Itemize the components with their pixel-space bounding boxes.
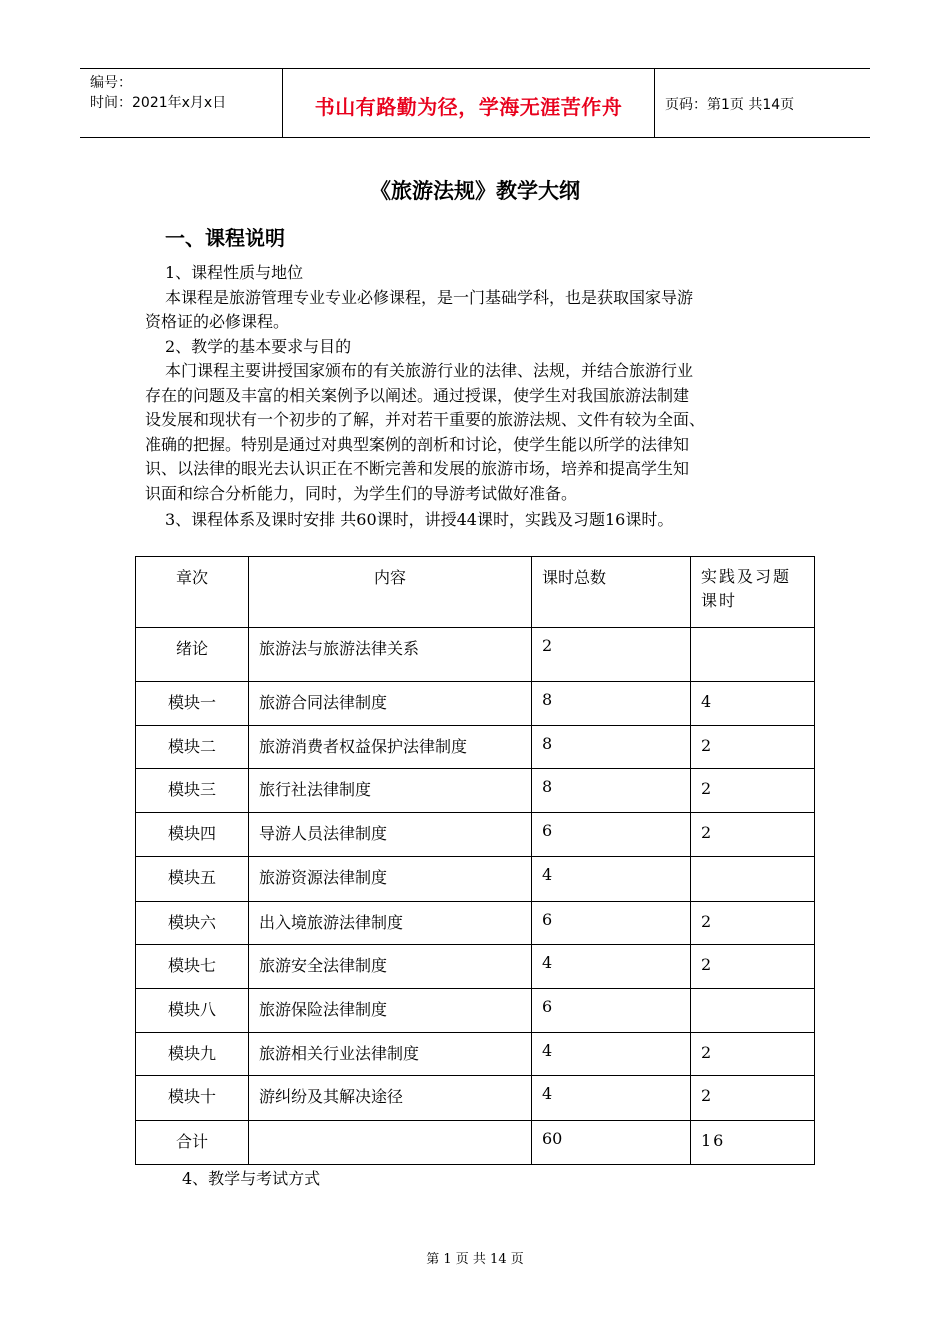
cell-content: 出入境旅游法律制度 [249,902,532,945]
number-label: 编号： [90,75,132,91]
header-cell: 章次 [136,557,249,628]
cell-content [249,1121,532,1165]
cell-content: 导游人员法律制度 [249,813,532,857]
cell-hours: 2 [532,628,691,682]
header-motto: 书山有路勤为径，学海无涯苦作舟 [314,95,623,119]
table-row [136,902,815,945]
cell-chapter: 合计 [136,1121,249,1165]
table-row [136,726,815,769]
header-cell: 实践及习题课时 [691,557,815,628]
section-heading: 一、课程说明 [165,226,285,250]
cell-chapter: 模块八 [136,989,249,1033]
cell-content: 旅游法与旅游法律关系 [249,628,532,682]
table-total-row [136,1121,815,1165]
cell-hours: 6 [532,989,691,1033]
cell-content: 旅行社法律制度 [249,769,532,813]
header-meta [90,73,226,113]
paragraph-line: 本门课程主要讲授国家颁布的有关旅游行业的法律、法规，并结合旅游行业 [165,361,694,380]
cell-hours: 4 [532,945,691,989]
document-title: 《旅游法规》教学大纲 [370,178,580,203]
paragraph-line: 识、以法律的眼光去认识正在不断完善和发展的旅游市场，培养和提高学生知 [145,459,690,478]
header-divider [654,69,655,137]
table-row [136,1033,815,1076]
cell-chapter: 模块六 [136,902,249,945]
cell-content: 旅游消费者权益保护法律制度 [249,726,532,769]
table-row [136,682,815,726]
cell-hours: 8 [532,726,691,769]
paragraph-line: 存在的问题及丰富的相关案例予以阐述。通过授课，使学生对我国旅游法制建 [145,386,690,405]
cell-chapter: 模块十 [136,1076,249,1121]
cell-chapter: 模块一 [136,682,249,726]
cell-practice: 2 [691,813,815,857]
cell-content: 游纠纷及其解决途径 [249,1076,532,1121]
cell-practice: 2 [691,945,815,989]
table-row [136,945,815,989]
cell-hours: 8 [532,769,691,813]
paragraph-line: 准确的把握。特别是通过对典型案例的剖析和讨论，使学生能以所学的法律知 [145,435,690,454]
cell-hours: 6 [532,902,691,945]
cell-chapter: 模块四 [136,813,249,857]
paragraph-line: 资格证的必修课程。 [145,312,290,331]
cell-content: 旅游安全法律制度 [249,945,532,989]
cell-hours: 8 [532,682,691,726]
table-row [136,857,815,902]
cell-practice: 2 [691,726,815,769]
cell-practice [691,989,815,1033]
cell-practice: 2 [691,1033,815,1076]
table-row [136,1076,815,1121]
cell-practice [691,857,815,902]
table-row [136,769,815,813]
cell-hours: 4 [532,857,691,902]
table-row [136,813,815,857]
cell-content: 旅游合同法律制度 [249,682,532,726]
header-page-info: 页码：第1页 共14页 [665,97,795,113]
header-cell: 内容 [249,557,532,628]
cell-chapter: 模块七 [136,945,249,989]
cell-chapter: 模块五 [136,857,249,902]
cell-chapter: 模块二 [136,726,249,769]
cell-chapter: 模块九 [136,1033,249,1076]
cell-content: 旅游相关行业法律制度 [249,1033,532,1076]
cell-content: 旅游资源法律制度 [249,857,532,902]
subheading: 3、课程体系及课时安排 共60课时，讲授44课时，实践及习题16课时。 [165,510,674,529]
cell-practice: 16 [691,1121,815,1165]
cell-practice: 2 [691,1076,815,1121]
table-row [136,628,815,682]
cell-hours: 4 [532,1076,691,1121]
paragraph-line: 识面和综合分析能力，同时，为学生们的导游考试做好准备。 [145,484,578,503]
cell-practice [691,628,815,682]
cell-hours: 6 [532,813,691,857]
time-label: 时间：2021年x月x日 [90,95,227,111]
cell-hours: 4 [532,1033,691,1076]
cell-content: 旅游保险法律制度 [249,989,532,1033]
cell-practice: 2 [691,902,815,945]
table-header-row [136,557,815,628]
paragraph-line: 本课程是旅游管理专业专业必修课程，是一门基础学科，也是获取国家导游 [165,288,694,307]
cell-chapter: 绪论 [136,628,249,682]
cell-practice: 2 [691,769,815,813]
page-header [80,68,870,138]
subheading: 4、教学与考试方式 [182,1169,321,1188]
subheading: 2、教学的基本要求与目的 [165,337,352,356]
schedule-table [135,556,815,1165]
paragraph-line: 设发展和现状有一个初步的了解，并对若干重要的旅游法规、文件有较为全面、 [145,410,706,429]
page-footer: 第 1 页 共 14 页 [426,1252,524,1267]
cell-hours: 60 [532,1121,691,1165]
header-cell: 课时总数 [532,557,691,628]
cell-practice: 4 [691,682,815,726]
cell-chapter: 模块三 [136,769,249,813]
table-row [136,989,815,1033]
subheading: 1、课程性质与地位 [165,263,304,282]
